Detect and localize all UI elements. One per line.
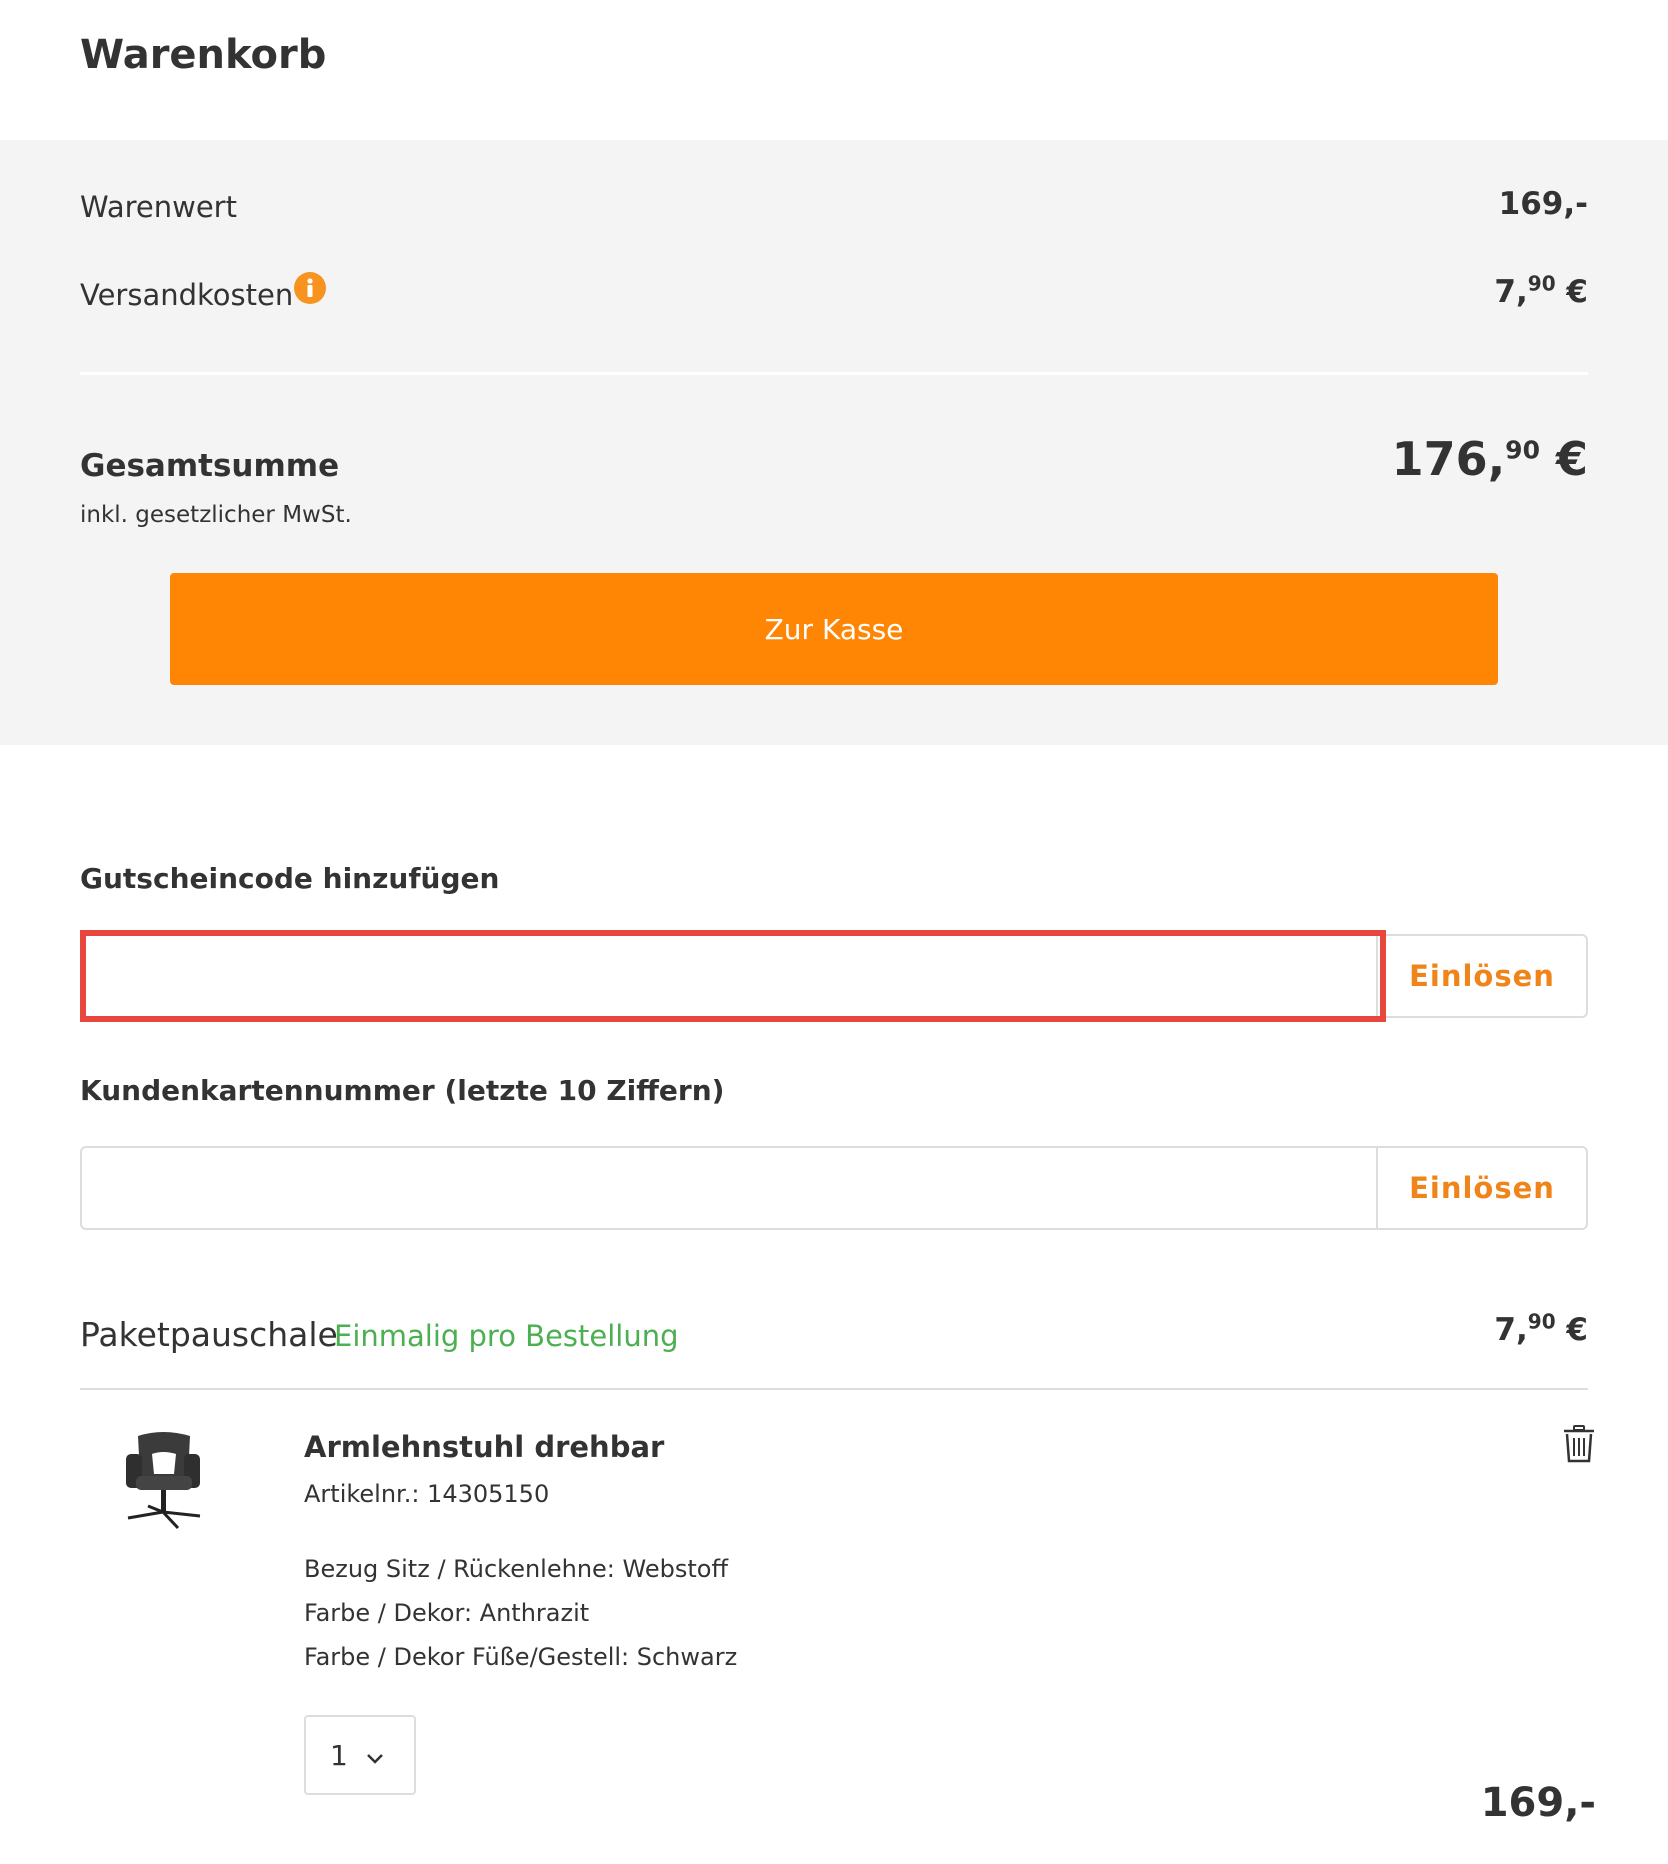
- goods-value-label: Warenwert: [80, 190, 237, 224]
- package-fee-label: Paketpauschale: [80, 1315, 338, 1354]
- product-price: 169,-: [1480, 1780, 1596, 1826]
- product-name[interactable]: Armlehnstuhl drehbar: [304, 1430, 665, 1464]
- total-label: Gesamtsumme: [80, 448, 340, 484]
- product-image[interactable]: [118, 1424, 208, 1534]
- customer-card-input-group: [80, 1146, 1588, 1230]
- checkout-button[interactable]: Zur Kasse: [170, 573, 1498, 685]
- coupon-input-highlight: [80, 930, 1386, 1022]
- package-fee-value: 7,90 €: [1494, 1309, 1588, 1348]
- page-title: Warenkorb: [80, 32, 327, 78]
- product-attribute: Farbe / Dekor: Anthrazit: [304, 1599, 590, 1627]
- coupon-redeem-button[interactable]: Einlösen: [1376, 936, 1586, 1016]
- quantity-select[interactable]: [304, 1715, 416, 1795]
- goods-value: 169,-: [1498, 186, 1588, 222]
- total-value: 176,90 €: [1391, 432, 1588, 486]
- info-icon[interactable]: [294, 272, 326, 304]
- total-tax-note: inkl. gesetzlicher MwSt.: [80, 502, 352, 528]
- product-attribute: Farbe / Dekor Füße/Gestell: Schwarz: [304, 1643, 738, 1671]
- trash-icon[interactable]: [1562, 1424, 1596, 1464]
- shipping-value: 7,90 €: [1494, 271, 1588, 310]
- customer-card-label: Kundenkartennummer (letzte 10 Ziffern): [80, 1074, 725, 1107]
- product-attribute: Bezug Sitz / Rückenlehne: Webstoff: [304, 1555, 728, 1583]
- package-fee-note: Einmalig pro Bestellung: [334, 1319, 679, 1353]
- package-divider: [80, 1388, 1588, 1390]
- product-article-number: Artikelnr.: 14305150: [304, 1480, 550, 1508]
- shipping-label: Versandkosten: [80, 278, 294, 312]
- quantity-value: 1: [330, 1738, 348, 1772]
- summary-divider: [80, 372, 1588, 375]
- coupon-label: Gutscheincode hinzufügen: [80, 862, 500, 895]
- customer-card-input[interactable]: [82, 1148, 1376, 1228]
- chevron-down-icon: [366, 1739, 384, 1772]
- customer-card-redeem-button[interactable]: Einlösen: [1376, 1148, 1586, 1228]
